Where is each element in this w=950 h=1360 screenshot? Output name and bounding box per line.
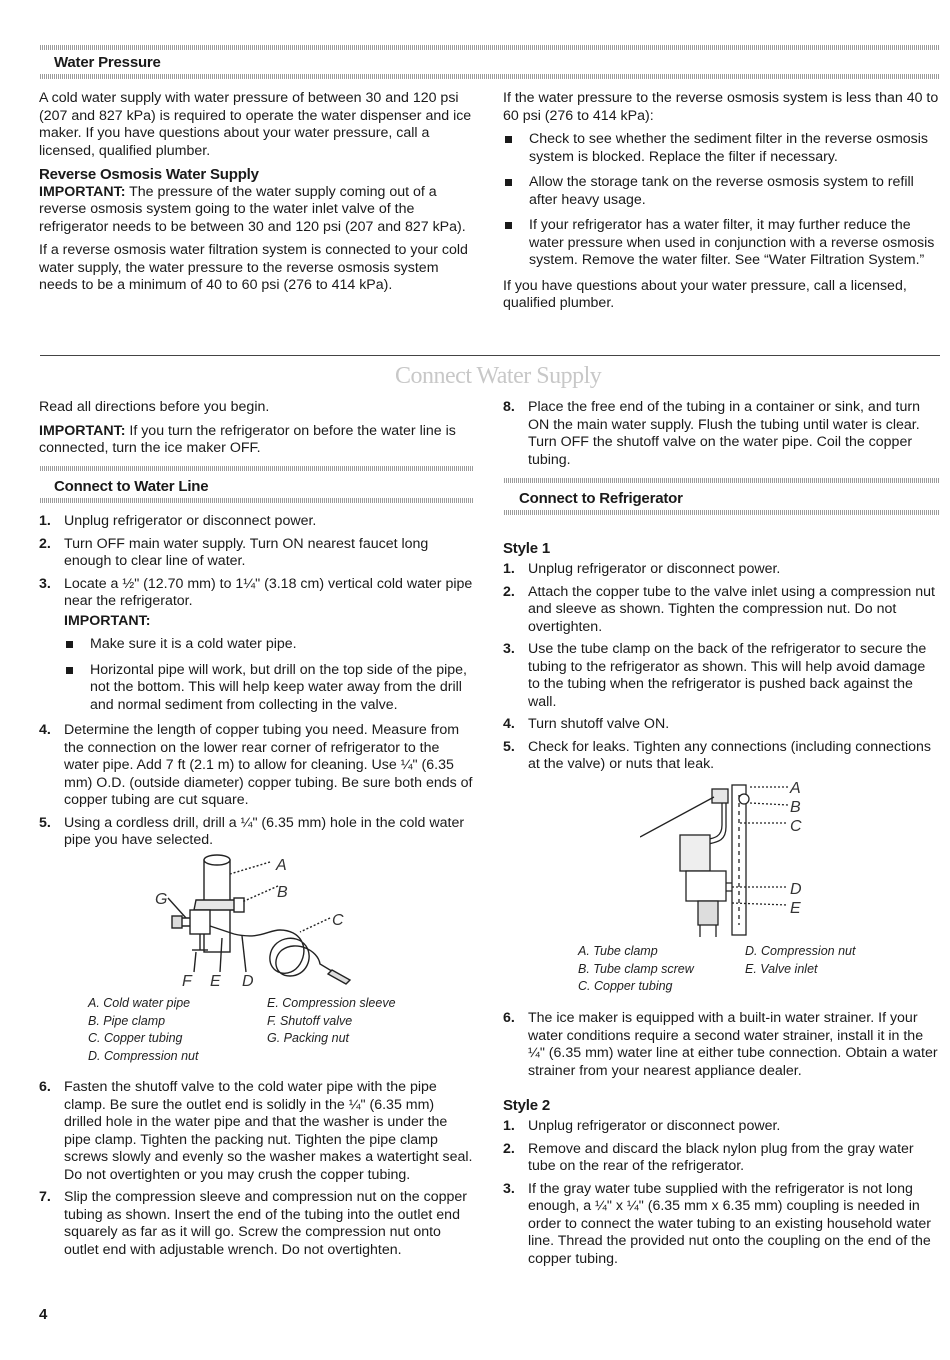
- fig1-label-f: F: [182, 973, 192, 987]
- step-text: Remove and discard the black nylon plug from the gray water tube on the rear of the refrigerator.: [528, 1140, 914, 1174]
- step-number: 1.: [503, 1118, 515, 1134]
- list-item: [503, 739, 939, 774]
- fridge-rule-top: [504, 478, 940, 483]
- section-divider: [40, 355, 940, 356]
- list-item: [39, 536, 473, 571]
- ro-important-text: The pressure of the water supply coming out of a reverse osmosis system going to the water inlet valve of the refrigerator needs to be between 30 and 120 psi (207 and 827 kPa).: [39, 183, 466, 235]
- connect-banner: Connect Water Supply: [395, 363, 602, 389]
- step-number: 2.: [503, 583, 515, 600]
- ro-para: If a reverse osmosis water filtration system is connected to your cold water supply, the water pressure to the reverse osmosis system needs to be a minimum of 40 to 60 psi (276 to 414 kPa).: [39, 242, 468, 293]
- legend-item: C. Copper tubing: [578, 979, 673, 993]
- water-line-steps: [39, 513, 473, 855]
- step-text: Slip the compression sleeve and compression nut on the copper tubing as shown. Insert the end of the tubing into the outlet end squarely as far as it will go. Screw the compression nut onto outlet end with adjustable wrench. Do not overtighten.: [64, 1189, 467, 1258]
- fridge-connection-diagram: [640, 775, 830, 940]
- fig2-label-d: D: [790, 881, 802, 898]
- step-number: 5.: [39, 814, 51, 831]
- style1-steps: [503, 561, 939, 779]
- step-number: 3.: [39, 575, 51, 592]
- legend-item: B. Pipe clamp: [88, 1013, 166, 1028]
- legend-item: E. Valve inlet: [745, 961, 818, 976]
- step-text: Fasten the shutoff valve to the cold water pipe with the pipe clamp. Be sure the outlet end is solidly in the ¼" (6.35 mm) drilled hole in the water pipe and that the washer is under the pipe clamp. Tighten the packing nut. Tighten the pipe clamp screws slowly and evenly so the washer makes a watertight seal. Do not overtighten or you may crush the copper tubing.: [64, 1079, 473, 1183]
- ro-title: Reverse Osmosis Water Supply: [39, 166, 259, 183]
- fridge-title: Connect to Refrigerator: [519, 490, 683, 507]
- legend-item: E. Compression sleeve: [267, 996, 396, 1010]
- fig1-label-a: A: [276, 857, 287, 874]
- list-item: If your refrigerator has a water filter, it may further reduce the water pressure when used in conjunction with a reverse osmosis system. Remove the water filter. See “Water Filtration System.”: [503, 217, 939, 270]
- step8-block: [503, 399, 939, 474]
- step-text: Turn OFF main water supply. Turn ON nearest faucet long enough to clear line of water.: [64, 535, 429, 569]
- list-item: [503, 1118, 939, 1136]
- step-number: 1.: [503, 561, 515, 577]
- connect-left-intro: [39, 399, 472, 464]
- list-item: [39, 1189, 473, 1259]
- fig2-label-e: E: [790, 900, 801, 917]
- step-text: Check for leaks. Tighten any connections (including connections at the valve) or nuts that leak.: [528, 738, 931, 772]
- list-item: [503, 716, 939, 734]
- legend-item: B. Tube clamp screw: [578, 961, 694, 976]
- step-text: Unplug refrigerator or disconnect power.: [64, 513, 317, 529]
- fig1-legend-left: [88, 995, 198, 1065]
- step3-important: IMPORTANT:: [64, 612, 151, 629]
- list-item: [503, 1010, 939, 1080]
- water-pressure-para: A cold water supply with water pressure of between 30 and 120 psi (207 and 827 kPa) is required to operate the water dispenser and ice maker. If you have questions about your water pressure, call a licensed, qualified plumber.: [39, 90, 472, 159]
- legend-item: F. Shutoff valve: [267, 1013, 353, 1028]
- right-bullets: [503, 131, 939, 270]
- fig1-label-d: D: [242, 973, 254, 987]
- list-item: [39, 513, 473, 531]
- step-text: Place the free end of the tubing in a container or sink, and turn ON the main water supply. Flush the tubing until water is clear. Turn OFF the shutoff valve on the water pipe. Coil the copper tubing.: [528, 399, 920, 468]
- step-number: 4.: [503, 716, 515, 732]
- step-number: 3.: [503, 641, 515, 657]
- fig2-legend-right: [745, 943, 855, 978]
- legend-item: C. Copper tubing: [88, 1031, 183, 1045]
- legend-item: D. Compression nut: [745, 944, 856, 958]
- step-text: Use the tube clamp on the back of the refrigerator to secure the tubing to the refrigerator as shown. This will help avoid damage to the tubing when the refrigerator is pushed back against the wall.: [528, 641, 927, 710]
- list-item: [39, 1079, 473, 1184]
- fig2-legend-left: [578, 943, 694, 996]
- connect-important-label: IMPORTANT:: [39, 422, 126, 439]
- water-pressure-left-column: [39, 90, 472, 301]
- step-text: Unplug refrigerator or disconnect power.: [528, 1118, 781, 1134]
- step-text: Locate a ½" (12.70 mm) to 1¼" (3.18 cm) vertical cold water pipe near the refrigerator.: [64, 575, 473, 609]
- fig1-label-e: E: [210, 973, 221, 987]
- list-item: [503, 561, 939, 579]
- step-number: 6.: [39, 1079, 51, 1095]
- step-text: Turn shutoff valve ON.: [528, 716, 670, 732]
- water-pressure-right-column: [503, 90, 939, 319]
- fridge-rule-bottom: [504, 510, 940, 515]
- fig1-legend-right: [267, 995, 396, 1048]
- legend-item: A. Cold water pipe: [88, 996, 191, 1010]
- list-item: Make sure it is a cold water pipe.: [64, 636, 473, 654]
- legend-item: G. Packing nut: [267, 1031, 349, 1045]
- step-number: 5.: [503, 738, 515, 755]
- list-item: Horizontal pipe will work, but drill on the top side of the pipe, not the bottom. This will help keep water away from the drill and normal sediment from collecting in the valve.: [64, 662, 473, 715]
- water-pressure-rule: [40, 74, 940, 79]
- water-line-rule-top: [40, 466, 473, 471]
- step3-bullets: [64, 636, 473, 714]
- fig1-label-g: G: [155, 891, 168, 908]
- water-line-rule-bottom: [40, 498, 473, 503]
- step-number: 7.: [39, 1189, 51, 1205]
- water-pressure-title: Water Pressure: [54, 54, 161, 71]
- page-number: 4: [39, 1306, 48, 1323]
- step-number: 2.: [39, 535, 51, 552]
- fig2-label-b: B: [790, 799, 801, 816]
- list-item: Check to see whether the sediment filter in the reverse osmosis system is blocked. Replace the filter if necessary.: [503, 131, 939, 166]
- top-rule: [40, 45, 940, 50]
- list-item: [39, 576, 473, 715]
- legend-item: D. Compression nut: [88, 1048, 199, 1063]
- step-text: If the gray water tube supplied with the refrigerator is not long enough, a ¼" x ¼" (6.35 mm x 6.35 mm) coupling is needed in order to connect the water tubing to an existing household water line. Thread the provided nut onto the coupling on the end of the copper tubing.: [528, 1180, 932, 1267]
- connect-intro: Read all directions before you begin.: [39, 399, 270, 415]
- list-item: [503, 399, 939, 469]
- ro-important: [39, 184, 472, 237]
- list-item: [39, 722, 473, 810]
- list-item: Allow the storage tank on the reverse osmosis system to refill after heavy usage.: [503, 174, 939, 209]
- step-text: Determine the length of copper tubing you need. Measure from the connection on the lower rear corner of refrigerator to the water pipe. Add 7 ft (2.1 m) to allow for cleaning. Use ¼" (6.35 mm) O.D. (outside diameter) copper tubing. Be sure both ends of copper tubing are cut square.: [64, 722, 473, 808]
- legend-item: A. Tube clamp: [578, 944, 658, 958]
- step-number: 3.: [503, 1180, 515, 1197]
- fig2-label-a: A: [790, 780, 801, 797]
- step-text: Unplug refrigerator or disconnect power.: [528, 561, 781, 577]
- right-intro: If the water pressure to the reverse osmosis system is less than 40 to 60 psi (276 to 414 kPa):: [503, 90, 939, 124]
- water-line-diagram: [150, 852, 370, 987]
- water-line-steps-continued: [39, 1079, 473, 1264]
- style1-step6: [503, 1010, 939, 1085]
- step-number: 2.: [503, 1140, 515, 1157]
- step-number: 4.: [39, 722, 51, 738]
- style2-steps: [503, 1118, 939, 1273]
- style1-title: Style 1: [503, 540, 550, 557]
- list-item: [39, 815, 473, 850]
- water-line-title: Connect to Water Line: [54, 478, 209, 495]
- step-number: 6.: [503, 1010, 515, 1026]
- list-item: [503, 1141, 939, 1176]
- connect-important: [39, 423, 472, 458]
- step-number: 8.: [503, 399, 515, 415]
- step-text: The ice maker is equipped with a built-in water strainer. If your water conditions require a second water strainer, install it in the ¼" (6.35 mm) water line at either tube connection. Obtain a water strainer from your nearest appliance dealer.: [528, 1010, 938, 1079]
- ro-important-label: IMPORTANT:: [39, 183, 126, 200]
- style2-title: Style 2: [503, 1097, 550, 1114]
- fig1-label-c: C: [332, 912, 344, 929]
- fig1-label-b: B: [277, 884, 288, 901]
- list-item: [503, 1181, 939, 1269]
- fig2-label-c: C: [790, 818, 802, 835]
- step-text: Using a cordless drill, drill a ¼" (6.35 mm) hole in the cold water pipe you have selected.: [64, 814, 465, 848]
- list-item: [503, 641, 939, 711]
- step-text: Attach the copper tube to the valve inlet using a compression nut and sleeve as shown. Tighten the compression nut. Do not overtighten.: [528, 583, 935, 635]
- right-outro: If you have questions about your water pressure, call a licensed, qualified plumber.: [503, 277, 907, 311]
- step-number: 1.: [39, 513, 51, 529]
- connect-important-text: If you turn the refrigerator on before the water line is connected, turn the ice maker OFF.: [39, 422, 456, 456]
- list-item: [503, 584, 939, 637]
